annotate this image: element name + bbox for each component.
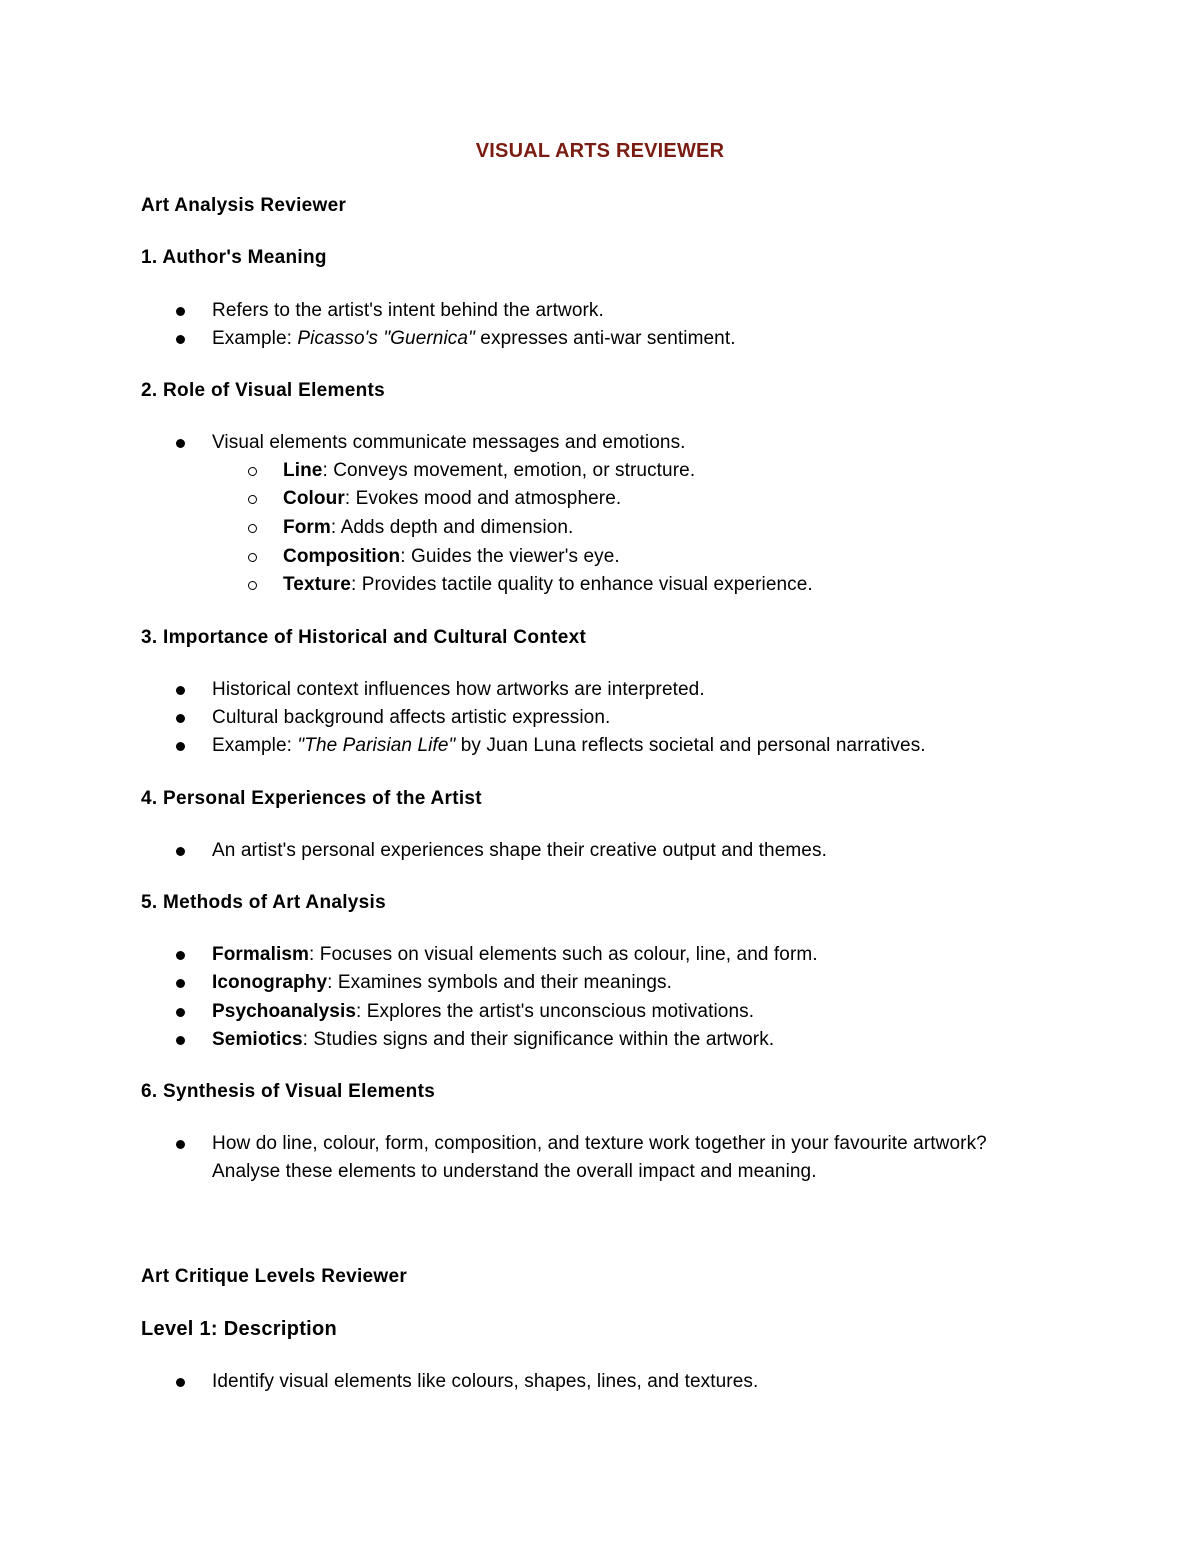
- heading-personal-experiences: 4. Personal Experiences of the Artist: [141, 788, 482, 809]
- sub-list-item: Line: Conveys movement, emotion, or structure.: [283, 460, 696, 481]
- heading-role-of-visual-elements: 2. Role of Visual Elements: [141, 380, 385, 401]
- sub-list-item: Composition: Guides the viewer's eye.: [283, 546, 620, 567]
- list-item: Visual elements communicate messages and emotions.: [212, 432, 686, 453]
- circle-bullet-icon: [248, 467, 257, 476]
- heading-historical-cultural-context: 3. Importance of Historical and Cultural Context: [141, 627, 587, 648]
- bullet-icon: [176, 1008, 185, 1017]
- circle-bullet-icon: [248, 524, 257, 533]
- bullet-icon: [176, 979, 185, 988]
- circle-bullet-icon: [248, 581, 257, 590]
- bullet-icon: [176, 1036, 185, 1045]
- bullet-icon: [176, 686, 185, 695]
- list-item: Formalism: Focuses on visual elements such as colour, line, and form.: [212, 944, 818, 965]
- bullet-icon: [176, 1378, 185, 1387]
- bullet-icon: [176, 847, 185, 856]
- heading-synthesis-of-visual-elements: 6. Synthesis of Visual Elements: [141, 1081, 436, 1102]
- list-item: Cultural background affects artistic expression.: [212, 707, 611, 728]
- bullet-icon: [176, 742, 185, 751]
- heading-authors-meaning: 1. Author's Meaning: [141, 247, 327, 268]
- list-item: Example: "The Parisian Life" by Juan Luna reflects societal and personal narratives.: [212, 735, 926, 756]
- heading-methods-of-art-analysis: 5. Methods of Art Analysis: [141, 892, 386, 913]
- list-item: Psychoanalysis: Explores the artist's unconscious motivations.: [212, 1001, 755, 1022]
- bullet-icon: [176, 307, 185, 316]
- sub-list-item: Form: Adds depth and dimension.: [283, 517, 574, 538]
- list-item: Refers to the artist's intent behind the artwork.: [212, 300, 604, 321]
- section-heading-art-analysis: Art Analysis Reviewer: [141, 195, 347, 216]
- sub-list-item: Colour: Evokes mood and atmosphere.: [283, 488, 622, 509]
- bullet-icon: [176, 335, 185, 344]
- bullet-icon: [176, 951, 185, 960]
- heading-level-1-description: Level 1: Description: [141, 1318, 338, 1340]
- list-item: Example: Picasso's "Guernica" expresses anti-war sentiment.: [212, 328, 736, 349]
- section-heading-art-critique: Art Critique Levels Reviewer: [141, 1266, 408, 1287]
- bullet-icon: [176, 714, 185, 723]
- list-item: Historical context influences how artworks are interpreted.: [212, 679, 705, 700]
- list-item: How do line, colour, form, composition, and texture work together in your favourite artwork? Analyse these elements to understand the overall impact and meaning.: [212, 1133, 987, 1182]
- list-item: An artist's personal experiences shape their creative output and themes.: [212, 840, 827, 861]
- list-item: Identify visual elements like colours, shapes, lines, and textures.: [212, 1371, 759, 1392]
- circle-bullet-icon: [248, 553, 257, 562]
- sub-list-item: Texture: Provides tactile quality to enhance visual experience.: [283, 574, 813, 595]
- list-item: Semiotics: Studies signs and their significance within the artwork.: [212, 1029, 775, 1050]
- list-item: Iconography: Examines symbols and their meanings.: [212, 972, 673, 993]
- circle-bullet-icon: [248, 495, 257, 504]
- bullet-icon: [176, 1140, 185, 1149]
- document-title: VISUAL ARTS REVIEWER: [475, 140, 725, 162]
- bullet-icon: [176, 439, 185, 448]
